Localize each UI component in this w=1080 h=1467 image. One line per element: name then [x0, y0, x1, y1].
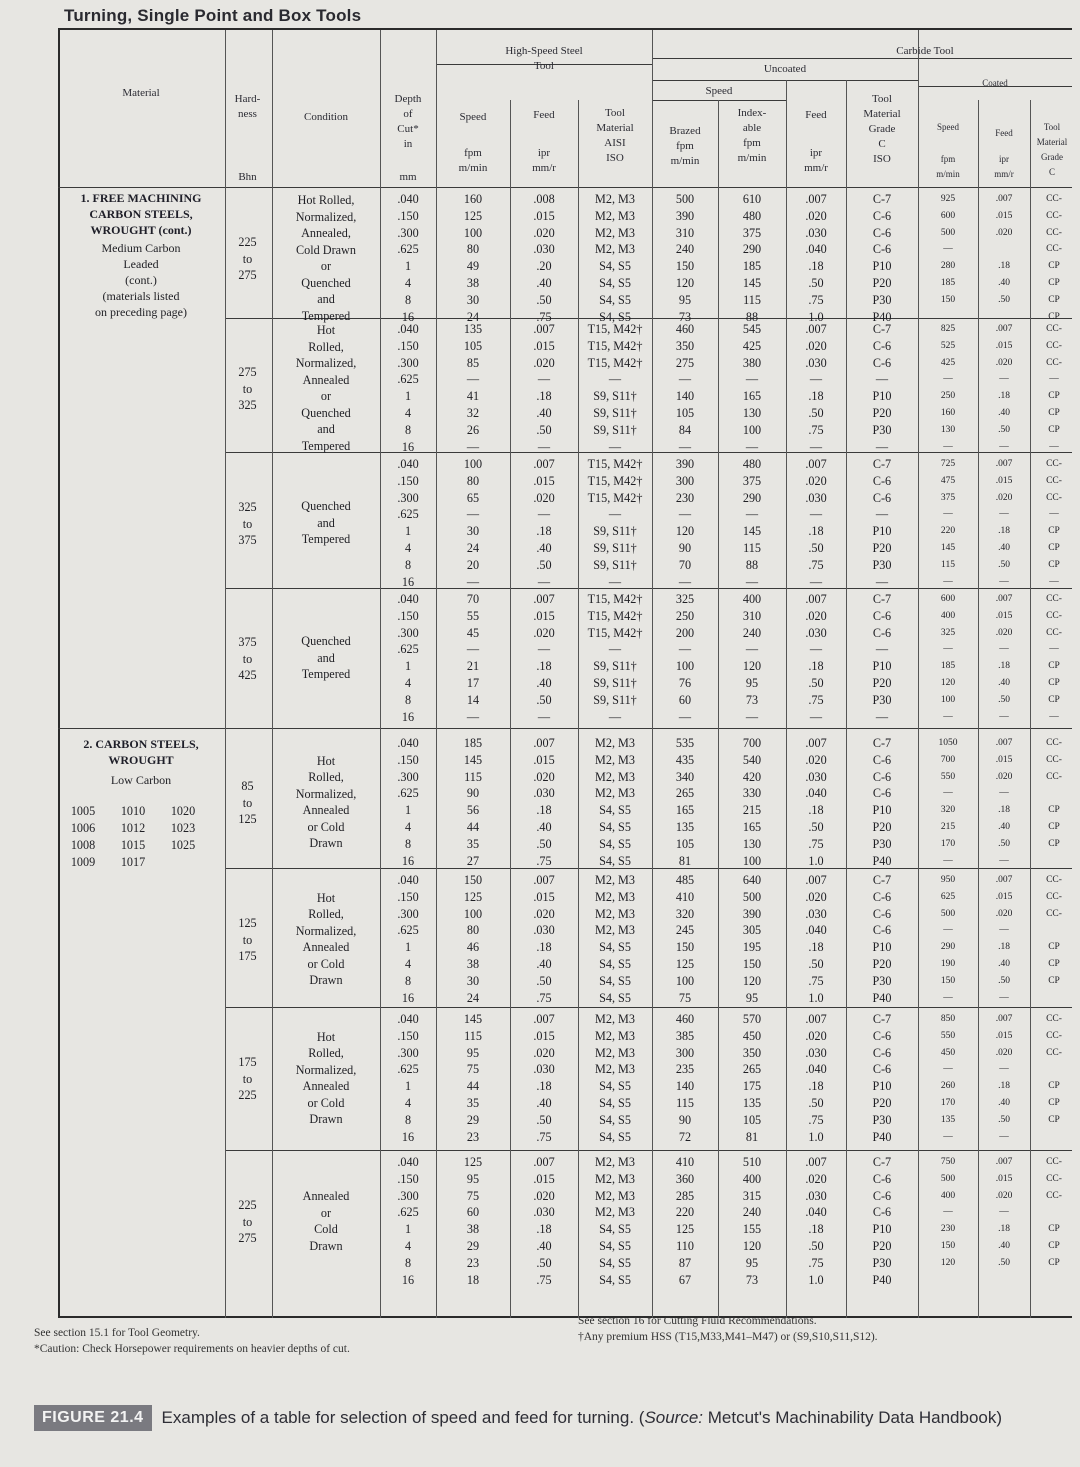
block-6-grade-column: C-7 C-6 C-6 C-6 P10 P20 P30 P40 [872, 873, 892, 1005]
block-1-hardness: 225 to 275 [238, 235, 257, 283]
block-6-cfeeds-column: .007 .015 .020 — .18 .40 .50 — [995, 875, 1013, 1003]
row-separator [225, 1150, 1072, 1151]
header-depth-unit: mm [399, 171, 417, 183]
block-4-condition: Quenched and Tempered [301, 634, 351, 682]
block-1-tool-column: M2, M3 M2, M3 M2, M3 M2, M3 S4, S5 S4, S5 S4, S5 S4, S5 [595, 192, 635, 324]
row-separator [58, 728, 1072, 729]
figure-caption [34, 1398, 1072, 1438]
block-6-hardness: 125 to 175 [238, 916, 257, 964]
block-1-cfeeds-column: .007 .015 .020 .18 .40 .50 [995, 194, 1013, 305]
block-4-speed-column: 70 55 45 — 21 17 14 — [466, 592, 480, 724]
group-free-machining: 1. FREE MACHINING CARBON STEELS, WROUGHT (cont.) [80, 191, 202, 237]
block-7-cfeed-column: .007 .020 .030 .040 .18 .50 .75 1.0 [805, 1012, 827, 1144]
block-3-condition: Quenched and Tempered [301, 499, 351, 547]
header-hss-speed: Speed [459, 111, 487, 123]
block-4-hardness: 375 to 425 [238, 635, 257, 683]
block-8-speed-column: 125 95 75 60 38 29 23 18 [463, 1155, 483, 1287]
block-8-tool-column: M2, M3 M2, M3 M2, M3 M2, M3 S4, S5 S4, S5 S4, S5 S4, S5 [595, 1155, 635, 1287]
block-3-tool-column: T15, M42† T15, M42† T15, M42† — S9, S11† S9, S11† S9, S11† — [587, 457, 643, 589]
block-3-brazed-column: 390 300 230 — 120 90 70 — [675, 457, 695, 589]
block-2-grade-column: C-7 C-6 C-6 — P10 P20 P30 — [872, 322, 892, 454]
header-material: Material [122, 87, 160, 99]
header-brazed: Brazed fpm m/min [669, 125, 701, 167]
block-2-brazed-column: 460 350 275 — 140 105 84 — [675, 322, 695, 454]
block-2-index-column: 545 425 380 — 165 130 100 — [742, 322, 762, 454]
header-rule [652, 100, 786, 101]
block-4-tool-column: T15, M42† T15, M42† T15, M42† — S9, S11† S9, S11† S9, S11† — [587, 592, 643, 724]
block-2-cfeed-column: .007 .020 .030 — .18 .50 .75 — [805, 322, 827, 454]
block-8-condition: Annealed or Cold Drawn [302, 1189, 350, 1253]
block-5-cgrade-column: CC- CC- CC- CP CP CP [1046, 738, 1062, 849]
block-8-cfeed-column: .007 .020 .030 .040 .18 .50 .75 1.0 [805, 1155, 827, 1287]
block-4-cfeed-column: .007 .020 .030 — .18 .50 .75 — [805, 592, 827, 724]
block-8-hardness: 225 to 275 [238, 1198, 257, 1246]
steel-grade: 1006 [70, 821, 96, 835]
block-2-cgrade-column: CC- CC- CC- — CP CP CP — [1046, 324, 1062, 452]
block-5-condition: Hot Rolled, Normalized, Annealed or Cold Drawn [295, 753, 357, 851]
header-rule [652, 80, 918, 81]
header-hss-tool: High-Speed Steel Tool [505, 45, 583, 72]
block-1-grade-column: C-7 C-6 C-6 C-6 P10 P20 P30 P40 [872, 192, 892, 324]
block-8-feed-column: .007 .015 .020 .030 .18 .40 .50 .75 [533, 1155, 555, 1287]
block-4-index-column: 400 310 240 — 120 95 73 — [742, 592, 762, 724]
block-5-speed-column: 185 145 115 90 56 44 35 27 [463, 736, 483, 868]
group-free-machining-sub: Medium Carbon Leaded (cont.) (materials listed on preceding page) [95, 241, 187, 319]
block-4-brazed-column: 325 250 200 — 100 76 60 — [675, 592, 695, 724]
block-7-cgrade-column: CC- CC- CC- CP CP CP [1046, 1014, 1062, 1125]
steel-grade: 1008 [70, 838, 96, 852]
header-speed: Speed [705, 85, 733, 97]
steel-grade: 1015 [120, 838, 146, 852]
block-6-tool-column: M2, M3 M2, M3 M2, M3 M2, M3 S4, S5 S4, S5 S4, S5 S4, S5 [595, 873, 635, 1005]
block-7-cspeed-column: 850 550 450 — 260 170 135 — [940, 1014, 956, 1142]
header-hss-feed: Feed [533, 109, 555, 121]
block-3-hardness: 325 to 375 [238, 500, 257, 548]
steel-grade: 1009 [70, 855, 96, 869]
steel-grade-list [58, 803, 208, 871]
block-4-cspeed-column: 600 400 325 — 185 120 100 — [940, 594, 956, 722]
header-condition: Condition [303, 111, 348, 123]
header-carbide-feed-unit: ipr mm/r [804, 147, 828, 174]
block-7-brazed-column: 460 385 300 235 140 115 90 72 [675, 1012, 695, 1144]
block-3-cfeed-column: .007 .020 .030 — .18 .50 .75 — [805, 457, 827, 589]
header-hardness: Hard- ness [234, 93, 261, 120]
caption-source-label: Source: [644, 1408, 704, 1427]
block-3-cspeed-column: 725 475 375 — 220 145 115 — [940, 459, 956, 587]
block-6-cspeed-column: 950 625 500 — 290 190 150 — [940, 875, 956, 1003]
block-8-cgrade-column: CC- CC- CC- CP CP CP [1046, 1157, 1062, 1268]
block-4-cfeeds-column: .007 .015 .020 — .18 .40 .50 — [995, 594, 1013, 722]
header-carbide-tool: Carbide Tool [896, 45, 954, 57]
block-2-cfeeds-column: .007 .015 .020 — .18 .40 .50 — [995, 324, 1013, 452]
block-7-feed-column: .007 .015 .020 .030 .18 .40 .50 .75 [533, 1012, 555, 1144]
group-carbon-steels: 2. CARBON STEELS, WROUGHT [83, 737, 199, 767]
block-7-grade-column: C-7 C-6 C-6 C-6 P10 P20 P30 P40 [872, 1012, 892, 1144]
block-6-speed-column: 150 125 100 80 46 38 30 24 [463, 873, 483, 1005]
block-5-cspeed-column: 1050 700 550 — 320 215 170 — [938, 738, 958, 866]
footnote-cutting-fluid: See section 16 for Cutting Fluid Recommendations. [578, 1315, 817, 1327]
header-hss-speed-unit: fpm m/min [458, 147, 488, 174]
block-2-tool-column: T15, M42† T15, M42† T15, M42† — S9, S11† S9, S11† S9, S11† — [587, 322, 643, 454]
header-uncoated: Uncoated [763, 63, 807, 75]
block-6-brazed-column: 485 410 320 245 150 125 100 75 [675, 873, 695, 1005]
block-4-depth-column: .040 .150 .300 .625 1 4 8 16 [397, 592, 419, 724]
block-5-cfeeds-column: .007 .015 .020 — .18 .40 .50 — [995, 738, 1013, 866]
header-hardness-unit: Bhn [238, 171, 257, 183]
block-3-cfeeds-column: .007 .015 .020 — .18 .40 .50 — [995, 459, 1013, 587]
block-8-depth-column: .040 .150 .300 .625 1 4 8 16 [397, 1155, 419, 1287]
block-7-condition: Hot Rolled, Normalized, Annealed or Cold Drawn [295, 1029, 357, 1127]
header-carbide-feed: Feed [805, 109, 827, 121]
block-6-index-column: 640 500 390 305 195 150 120 95 [742, 873, 762, 1005]
block-5-grade-column: C-7 C-6 C-6 C-6 P10 P20 P30 P40 [872, 736, 892, 868]
block-6-feed-column: .007 .015 .020 .030 .18 .40 .50 .75 [533, 873, 555, 1005]
steel-grade: 1005 [70, 804, 96, 818]
block-8-grade-column: C-7 C-6 C-6 C-6 P10 P20 P30 P40 [872, 1155, 892, 1287]
block-2-feed-column: .007 .015 .020 — .18 .40 .50 — [533, 322, 555, 454]
group-carbon-steels-sub: Low Carbon [110, 773, 172, 787]
block-4-feed-column: .007 .015 .020 — .18 .40 .50 — [533, 592, 555, 724]
block-3-feed-column: .007 .015 .020 — .18 .40 .50 — [533, 457, 555, 589]
block-4-cgrade-column: CC- CC- CC- — CP CP CP — [1046, 594, 1062, 722]
page-title: Turning, Single Point and Box Tools [64, 6, 362, 25]
block-5-hardness: 85 to 125 [238, 779, 257, 827]
steel-grade: 1010 [120, 804, 146, 818]
block-6-depth-column: .040 .150 .300 .625 1 4 8 16 [397, 873, 419, 1005]
block-6-cfeed-column: .007 .020 .030 .040 .18 .50 .75 1.0 [805, 873, 827, 1005]
block-1-feed-column: .008 .015 .020 .030 .20 .40 .50 .75 [533, 192, 555, 324]
block-1-cfeed-column: .007 .020 .030 .040 .18 .50 .75 1.0 [805, 192, 827, 324]
caption-main: Examples of a table for selection of speed and feed for turning. [161, 1408, 635, 1427]
header-hss-feed-unit: ipr mm/r [532, 147, 556, 174]
header-coated-feed-unit: ipr mm/r [994, 154, 1014, 179]
block-2-condition: Hot Rolled, Normalized, Annealed or Quenched and Tempered [295, 323, 357, 453]
block-1-cspeed-column: 925 600 500 — 280 185 150 [940, 194, 956, 305]
steel-grade: 1012 [120, 821, 146, 835]
caption-source: Metcut's Machinability Data Handbook [707, 1408, 997, 1427]
figure-caption-text: Examples of a table for selection of speed and feed for turning. (Source: Metcut's Machinability Data Handbook) [161, 1408, 1003, 1427]
block-3-grade-column: C-7 C-6 C-6 — P10 P20 P30 — [872, 457, 892, 589]
block-5-index-column: 700 540 420 330 215 165 130 100 [742, 736, 762, 868]
steel-grade: 1020 [170, 804, 196, 818]
block-8-cspeed-column: 750 500 400 — 230 150 120 [940, 1157, 956, 1268]
header-coated: Coated [982, 78, 1008, 88]
block-5-tool-column: M2, M3 M2, M3 M2, M3 M2, M3 S4, S5 S4, S5 S4, S5 S4, S5 [595, 736, 635, 868]
header-indexable: Index- able fpm m/min [737, 107, 767, 164]
block-2-depth-column: .040 .150 .300 .625 1 4 8 16 [397, 322, 419, 454]
block-7-speed-column: 145 115 95 75 44 35 29 23 [463, 1012, 483, 1144]
header-depth: Depth of Cut* in [394, 93, 422, 150]
block-2-hardness: 275 to 325 [238, 365, 257, 413]
footnote-tool-geometry: See section 15.1 for Tool Geometry. [34, 1327, 200, 1339]
block-7-depth-column: .040 .150 .300 .625 1 4 8 16 [397, 1012, 419, 1144]
header-coated-speed-unit: fpm m/min [936, 154, 960, 179]
block-1-speed-column: 160 125 100 80 49 38 30 24 [463, 192, 483, 324]
block-7-index-column: 570 450 350 265 175 135 105 81 [742, 1012, 762, 1144]
footnote-premium-hss: †Any premium HSS (T15,M33,M41–M47) or (S9,S10,S11,S12). [578, 1331, 878, 1343]
header-coated-grade: Tool Material Grade C [1036, 122, 1068, 177]
block-3-depth-column: .040 .150 .300 .625 1 4 8 16 [397, 457, 419, 589]
steel-grade: 1025 [170, 838, 196, 852]
steel-grade: 1023 [170, 821, 196, 835]
block-6-cgrade-column: CC- CC- CC- CP CP CP [1046, 875, 1062, 986]
block-1-cgrade-column: CC- CC- CC- CC- CP CP CP CP [1046, 194, 1062, 322]
block-6-condition: Hot Rolled, Normalized, Annealed or Cold Drawn [295, 890, 357, 988]
block-1-brazed-column: 500 390 310 240 150 120 95 73 [675, 192, 695, 324]
block-3-index-column: 480 375 290 — 145 115 88 — [742, 457, 762, 589]
block-3-cgrade-column: CC- CC- CC- — CP CP CP — [1046, 459, 1062, 587]
block-8-index-column: 510 400 315 240 155 120 95 73 [742, 1155, 762, 1287]
block-8-brazed-column: 410 360 285 220 125 110 87 67 [675, 1155, 695, 1287]
footnote-caution: *Caution: Check Horsepower requirements on heavier depths of cut. [34, 1343, 350, 1355]
block-5-cfeed-column: .007 .020 .030 .040 .18 .50 .75 1.0 [805, 736, 827, 868]
block-3-speed-column: 100 80 65 — 30 24 20 — [463, 457, 483, 589]
header-carbide-grade: Tool Material Grade C ISO [863, 93, 901, 165]
block-7-cfeeds-column: .007 .015 .020 — .18 .40 .50 — [995, 1014, 1013, 1142]
block-7-hardness: 175 to 225 [238, 1055, 257, 1103]
block-5-feed-column: .007 .015 .020 .030 .18 .40 .50 .75 [533, 736, 555, 868]
block-1-depth-column: .040 .150 .300 .625 1 4 8 16 [397, 192, 419, 324]
block-5-brazed-column: 535 435 340 265 165 135 105 81 [675, 736, 695, 868]
block-1-condition: Hot Rolled, Normalized, Annealed, Cold Drawn or Quenched and Tempered [295, 193, 357, 323]
header-coated-feed: Feed [995, 128, 1013, 138]
block-2-cspeed-column: 825 525 425 — 250 160 130 — [940, 324, 956, 452]
block-5-depth-column: .040 .150 .300 .625 1 4 8 16 [397, 736, 419, 868]
header-hss-tool-material: Tool Material AISI ISO [596, 107, 634, 164]
row-separator [58, 187, 1072, 188]
steel-grade: 1017 [120, 855, 146, 869]
header-coated-speed: Speed [937, 122, 959, 132]
block-4-grade-column: C-7 C-6 C-6 — P10 P20 P30 — [872, 592, 892, 724]
block-2-speed-column: 135 105 85 — 41 32 26 — [463, 322, 483, 454]
row-separator [225, 1007, 1072, 1008]
figure-badge: FIGURE 21.4 [34, 1405, 152, 1431]
block-7-tool-column: M2, M3 M2, M3 M2, M3 M2, M3 S4, S5 S4, S5 S4, S5 S4, S5 [595, 1012, 635, 1144]
block-8-cfeeds-column: .007 .015 .020 — .18 .40 .50 [995, 1157, 1013, 1268]
block-1-index-column: 610 480 375 290 185 145 115 88 [742, 192, 762, 324]
